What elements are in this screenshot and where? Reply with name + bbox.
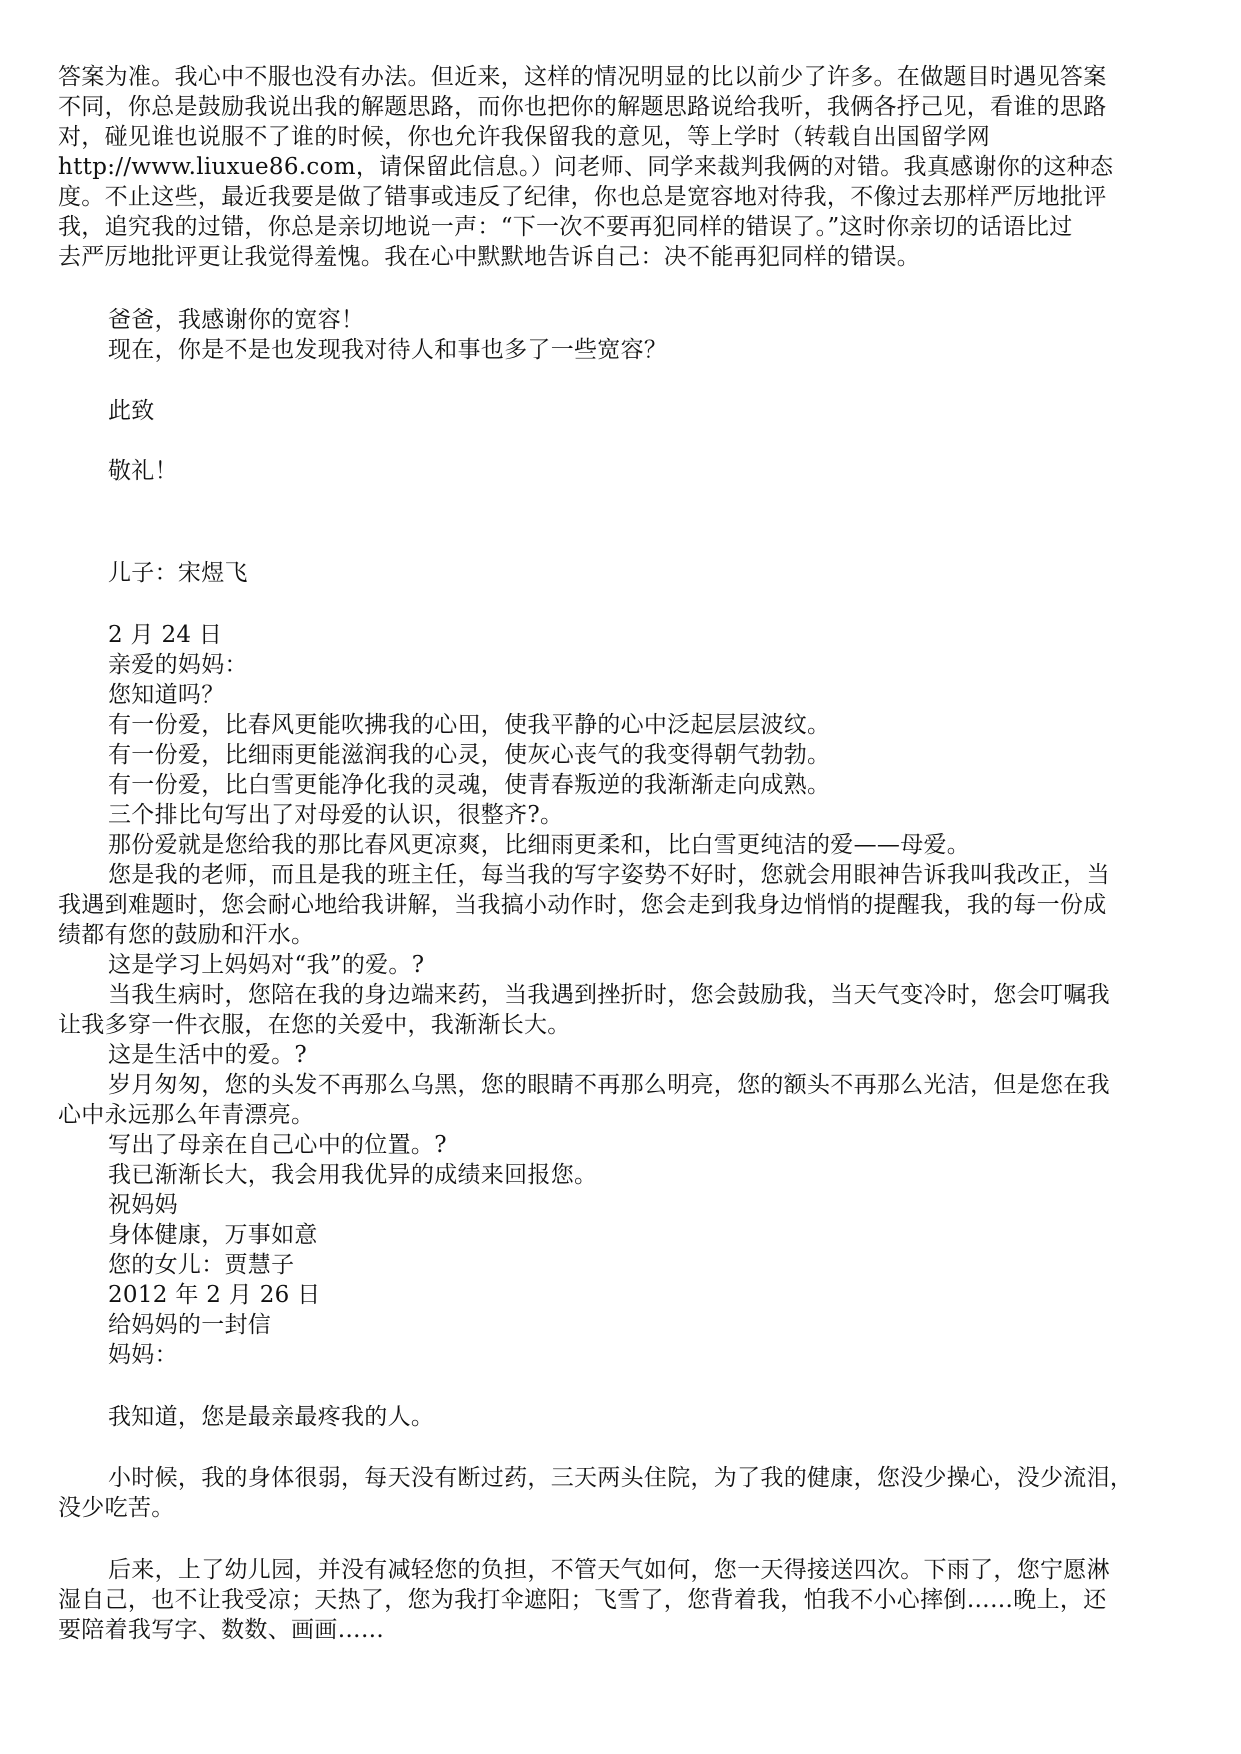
paragraph-line: 那份爱就是您给我的那比春风更凉爽，比细雨更柔和，比白雪更纯洁的爱——母爱。 <box>108 832 971 858</box>
signature: 儿子：宋煜飞 <box>108 560 248 586</box>
paragraph-line: 我遇到难题时，您会耐心地给我讲解，当我搞小动作时，您会走到我身边悄悄的提醒我，我的每一份成 <box>58 892 1107 918</box>
paragraph-line: 这是生活中的爱。? <box>108 1042 308 1068</box>
greeting: 妈妈： <box>108 1342 178 1368</box>
paragraph-line: 我，追究我的过错，你总是亲切地说一声：“下一次不要再犯同样的错误了。”这时你亲切的话语比过 <box>58 214 1073 240</box>
paragraph-line: 让我多穿一件衣服，在您的关爱中，我渐渐长大。 <box>58 1012 571 1038</box>
paragraph-line: 当我生病时，您陪在我的身边端来药，当我遇到挫折时，您会鼓励我，当天气变冷时，您会叮嘱我 <box>108 982 1110 1008</box>
letter-title: 给妈妈的一封信 <box>108 1312 272 1338</box>
closing-line: 祝妈妈 <box>108 1192 178 1218</box>
greeting: 亲爱的妈妈： <box>108 652 248 678</box>
date-line: 2012 年 2 月 26 日 <box>108 1282 321 1308</box>
paragraph-line: 现在，你是不是也发现我对待人和事也多了一些宽容？ <box>108 337 668 363</box>
paragraph-line: 小时候，我的身体很弱，每天没有断过药，三天两头住院，为了我的健康，您没少操心，没少流泪， <box>108 1465 1134 1491</box>
paragraph-line: 对，碰见谁也说服不了谁的时候，你也允许我保留我的意见，等上学时（转载自出国留学网 <box>58 124 990 150</box>
paragraph-line: 三个排比句写出了对母爱的认识，很整齐?。 <box>108 802 564 828</box>
paragraph-line: 答案为准。我心中不服也没有办法。但近来，这样的情况明显的比以前少了许多。在做题目时遇见答案 <box>58 64 1107 90</box>
paragraph-line: 我知道，您是最亲最疼我的人。 <box>108 1404 435 1430</box>
signature: 您的女儿：贾慧子 <box>108 1252 295 1278</box>
paragraph-line: 我已渐渐长大，我会用我优异的成绩来回报您。 <box>108 1162 598 1188</box>
paragraph-line: 岁月匆匆，您的头发不再那么乌黑，您的眼睛不再那么明亮，您的额头不再那么光洁，但是您在我 <box>108 1072 1110 1098</box>
paragraph-line: 度。不止这些，最近我要是做了错事或违反了纪律，你也总是宽容地对待我，不像过去那样严厉地批评 <box>58 184 1107 210</box>
paragraph-line: 写出了母亲在自己心中的位置。? <box>108 1132 447 1158</box>
paragraph-line: 去严厉地批评更让我觉得羞愧。我在心中默默地告诉自己：决不能再犯同样的错误。 <box>58 244 921 270</box>
paragraph-line: 有一份爱，比春风更能吹拂我的心田，使我平静的心中泛起层层波纹。 <box>108 712 831 738</box>
closing-salutation: 敬礼！ <box>108 458 178 484</box>
paragraph-line: 这是学习上妈妈对“我”的爱。? <box>108 952 425 978</box>
paragraph-line: 您知道吗？ <box>108 682 225 708</box>
paragraph-line: 您是我的老师，而且是我的班主任，每当我的写字姿势不好时，您就会用眼神告诉我叫我改正，当 <box>108 862 1110 888</box>
paragraph-line: 没少吃苦。 <box>58 1495 175 1521</box>
paragraph-line: 有一份爱，比白雪更能净化我的灵魂，使青春叛逆的我渐渐走向成熟。 <box>108 772 831 798</box>
paragraph-line: 要陪着我写字、数数、画画…… <box>58 1617 385 1643</box>
paragraph-line: 绩都有您的鼓励和汗水。 <box>58 922 315 948</box>
closing-line: 身体健康，万事如意 <box>108 1222 318 1248</box>
paragraph-line: 有一份爱，比细雨更能滋润我的心灵，使灰心丧气的我变得朝气勃勃。 <box>108 742 831 768</box>
paragraph-line: 湿自己，也不让我受凉；天热了，您为我打伞遮阳；飞雪了，您背着我，怕我不小心摔倒……晚上，还 <box>58 1587 1107 1613</box>
paragraph-line: 心中永远那么年青漂亮。 <box>58 1102 315 1128</box>
paragraph-line: 后来，上了幼儿园，并没有减轻您的负担，不管天气如何，您一天得接送四次。下雨了，您宁愿淋 <box>108 1557 1110 1583</box>
closing-salutation: 此致 <box>108 398 155 424</box>
paragraph-line: http://www.liuxue86.com，请保留此信息。）问老师、同学来裁判我俩的对错。我真感谢你的这种态 <box>58 154 1114 180</box>
paragraph-line: 爸爸，我感谢你的宽容！ <box>108 307 365 333</box>
paragraph-line: 不同，你总是鼓励我说出我的解题思路，而你也把你的解题思路说给我听，我俩各抒己见，看谁的思路 <box>58 94 1107 120</box>
date-line: 2 月 24 日 <box>108 622 223 648</box>
